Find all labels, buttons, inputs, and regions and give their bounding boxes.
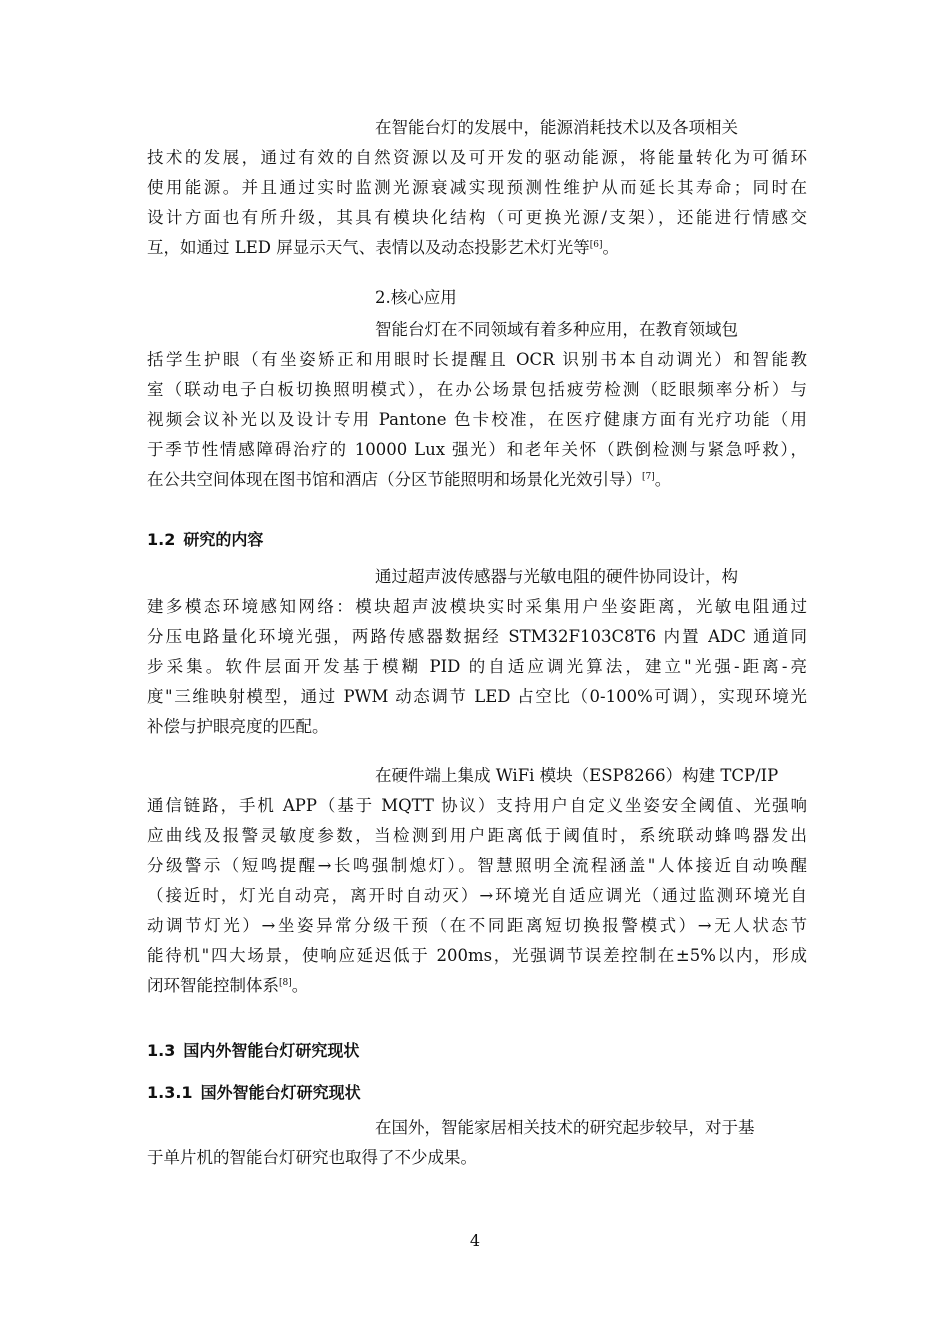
paragraph-research-content [147,562,807,742]
paragraph-line: 能待机"四大场景，使响应延迟低于 200ms，光强调节误差控制在±5%以内，形成 [147,946,807,965]
paragraph-end-punct: 。 [602,238,619,257]
paragraph-line: 步采集。软件层面开发基于模糊 PID 的自适应调光算法，建立"光强-距离-亮 [147,657,807,676]
paragraph-line: 度"三维映射模型，通过 PWM 动态调节 LED 占空比（0-100%可调），实现环境光 [147,687,807,706]
paragraph-line: 技术的发展，通过有效的自然资源以及可开发的驱动能源，将能量转化为可循环 [147,148,807,167]
paragraph-line: 括学生护眼（有坐姿矫正和用眼时长提醒且 OCR 识别书本自动调光）和智能教 [147,350,807,369]
paragraph-line: 应曲线及报警灵敏度参数，当检测到用户距离低于阈值时，系统联动蜂鸣器发出 [147,826,807,845]
paragraph-core-applications [147,315,807,495]
page-number: 4 [469,1231,481,1250]
section-number: 1.3.1 [147,1083,193,1102]
paragraph-text: 闭环智能控制体系 [147,976,279,995]
paragraph-line: 动调节灯光）→坐姿异常分级干预（在不同距离短切换报警模式）→无人状态节 [147,916,807,935]
paragraph-line: 智能台灯在不同领域有着多种应用，在教育领域包 [375,320,738,339]
paragraph-last-line: 于单片机的智能台灯研究也取得了不少成果。 [147,1148,477,1167]
section-number: 1.2 [147,530,176,549]
paragraph-line: 视频会议补光以及设计专用 Pantone 色卡校准，在医疗健康方面有光疗功能（用 [147,410,807,429]
citation: [6] [589,240,603,250]
paragraph-line: 分级警示（短鸣提醒→长鸣强制熄灯）。智慧照明全流程涵盖"人体接近自动唤醒 [147,856,807,875]
paragraph-line: 在国外，智能家居相关技术的研究起步较早，对于基 [375,1118,755,1137]
paragraph-line: 在硬件端上集成 WiFi 模块（ESP8266）构建 TCP/IP [375,766,779,785]
paragraph-text: 在公共空间体现在图书馆和酒店（分区节能照明和场景化光效引导） [147,470,642,489]
paragraph-end-punct: 。 [291,976,309,995]
paragraph-last-line [147,233,807,263]
paragraph-text: 互，如通过 LED 屏显示天气、表情以及动态投影艺术灯光等 [147,238,590,257]
paragraph-foreign-research [147,1113,807,1173]
section-heading-1-3-1 [147,1081,361,1105]
paragraph-line: 使用能源。并且通过实时监测光源衰减实现预测性维护从而延长其寿命；同时在 [147,178,807,197]
paragraph-line: 建多模态环境感知网络：模块超声波模块实时采集用户坐姿距离，光敏电阻通过 [147,597,807,616]
paragraph-line: 于季节性情感障碍治疗的 10000 Lux 强光）和老年关怀（跌倒检测与紧急呼救）， [147,440,807,459]
paragraph-end-punct: 。 [654,470,672,489]
paragraph-last-line [147,465,807,495]
paragraph-line: 在智能台灯的发展中，能源消耗技术以及各项相关 [375,118,738,137]
subsection-title-core-application: 2.核心应用 [375,288,457,307]
paragraph-line: 设计方面也有所升级，其具有模块化结构（可更换光源/支架），还能进行情感交 [147,208,807,227]
section-title: 研究的内容 [183,530,264,549]
paragraph-line: （接近时，灯光自动亮，离开时自动灭）→环境光自适应调光（通过监测环境光自 [147,886,807,905]
paragraph-last-line [147,971,807,1001]
paragraph-last-line: 补偿与护眼亮度的匹配。 [147,717,329,736]
section-number: 1.3 [147,1041,176,1060]
section-heading-1-3 [147,1039,359,1063]
paragraph-wifi-integration [147,761,807,1001]
paragraph-line: 室（联动电子白板切换照明模式），在办公场景包括疲劳检测（眨眼频率分析）与 [147,380,807,399]
section-title: 国内外智能台灯研究现状 [183,1041,360,1060]
paragraph-energy-tech [147,113,807,263]
paragraph-line: 分压电路量化环境光强，两路传感器数据经 STM32F103C8T6 内置 ADC 通道同 [147,627,807,646]
citation: [7] [642,472,655,482]
paragraph-line: 通信链路，手机 APP（基于 MQTT 协议）支持用户自定义坐姿安全阈值、光强响 [147,796,807,815]
section-heading-1-2 [147,528,263,552]
citation: [8] [279,978,292,988]
paragraph-line: 通过超声波传感器与光敏电阻的硬件协同设计，构 [375,567,738,586]
section-title: 国外智能台灯研究现状 [200,1083,361,1102]
